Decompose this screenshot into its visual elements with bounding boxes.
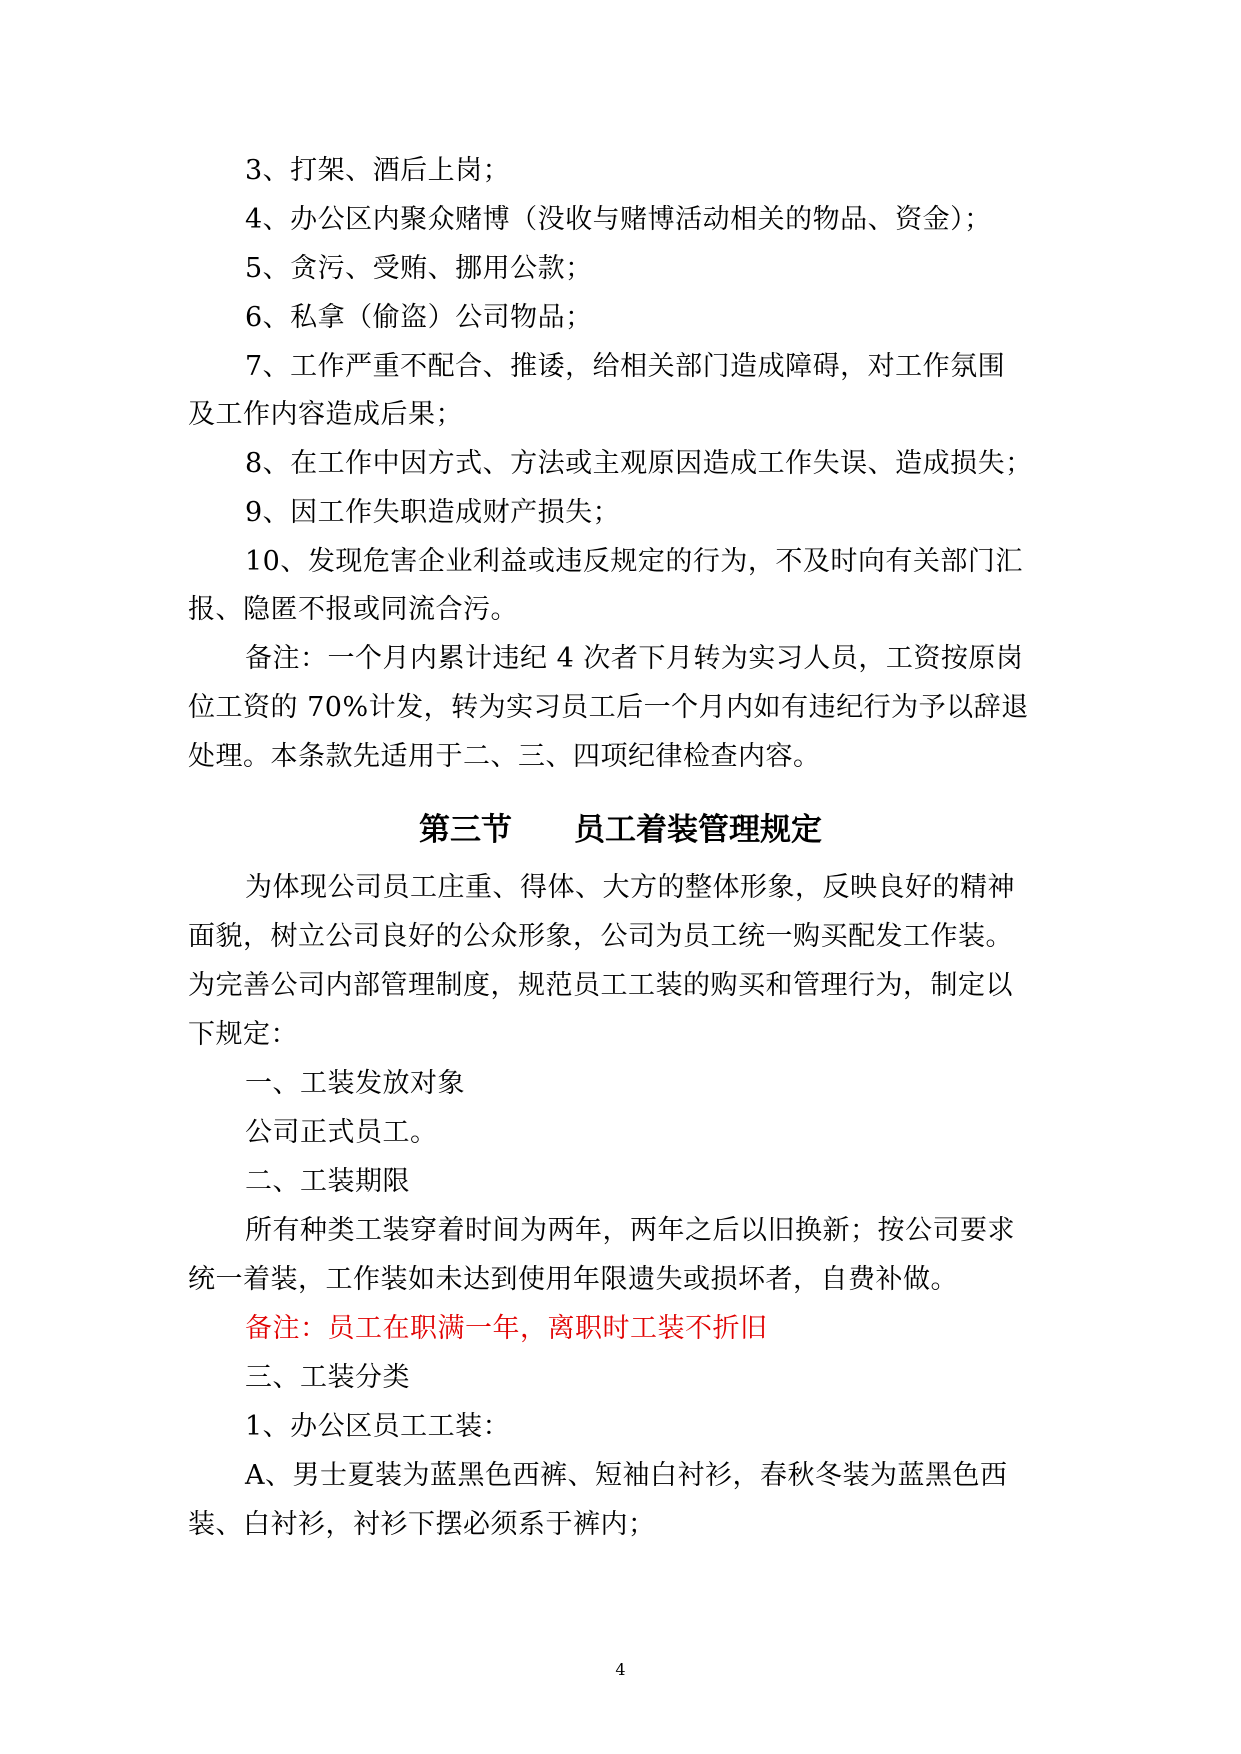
subheading-period: 二、工装期限 xyxy=(245,1166,410,1197)
list-item-8: 8、在工作中因方式、方法或主观原因造成工作失误、造成损失； xyxy=(245,448,1033,479)
list-item-6: 6、私拿（偷盗）公司物品； xyxy=(245,302,593,333)
intro-paragraph-cont: 面貌，树立公司良好的公众形象，公司为员工统一购买配发工作装。 xyxy=(188,921,1013,952)
remark-red: 备注：员工在职满一年，离职时工装不折旧 xyxy=(245,1313,768,1344)
list-item-3: 3、打架、酒后上岗； xyxy=(245,155,511,186)
uniform-item-a-cont: 装、白衬衫，衬衫下摆必须系于裤内； xyxy=(188,1509,656,1540)
list-item-9: 9、因工作失职造成财产损失； xyxy=(245,497,621,528)
intro-paragraph-cont: 为完善公司内部管理制度，规范员工工装的购买和管理行为，制定以 xyxy=(188,970,1013,1001)
period-text: 所有种类工装穿着时间为两年，两年之后以旧换新；按公司要求 xyxy=(245,1215,1015,1246)
period-text-cont: 统一着装，工作装如未达到使用年限遗失或损坏者，自费补做。 xyxy=(188,1264,958,1295)
remark-paragraph-end: 处理。本条款先适用于二、三、四项纪律检查内容。 xyxy=(188,741,821,772)
list-item-4: 4、办公区内聚众赌博（没收与赌博活动相关的物品、资金）； xyxy=(245,204,992,235)
remark-paragraph: 备注：一个月内累计违纪 4 次者下月转为实习人员，工资按原岗 xyxy=(245,643,1024,674)
remark-paragraph-cont: 位工资的 70%计发，转为实习员工后一个月内如有违纪行为予以辞退 xyxy=(188,692,1029,723)
office-uniform-heading: 1、办公区员工工装： xyxy=(245,1411,511,1442)
list-item-10-cont: 报、隐匿不报或同流合污。 xyxy=(188,594,518,625)
section-heading: 第三节 员工着装管理规定 xyxy=(419,812,822,848)
list-item-10: 10、发现危害企业利益或违反规定的行为，不及时向有关部门汇 xyxy=(245,546,1023,577)
list-item-7: 7、工作严重不配合、推诿，给相关部门造成障碍，对工作氛围 xyxy=(245,351,1006,382)
intro-paragraph-end: 下规定： xyxy=(188,1019,298,1050)
subheading-recipients: 一、工装发放对象 xyxy=(245,1068,465,1099)
list-item-7-cont: 及工作内容造成后果； xyxy=(188,399,463,430)
uniform-item-a: A、男士夏装为蓝黑色西裤、短袖白衬衫，春秋冬装为蓝黑色西 xyxy=(245,1460,1008,1491)
list-item-5: 5、贪污、受贿、挪用公款； xyxy=(245,253,593,284)
subheading-categories: 三、工装分类 xyxy=(245,1362,410,1393)
recipients-text: 公司正式员工。 xyxy=(245,1117,438,1148)
intro-paragraph: 为体现公司员工庄重、得体、大方的整体形象，反映良好的精神 xyxy=(245,872,1015,903)
page-number: 4 xyxy=(615,1660,626,1679)
